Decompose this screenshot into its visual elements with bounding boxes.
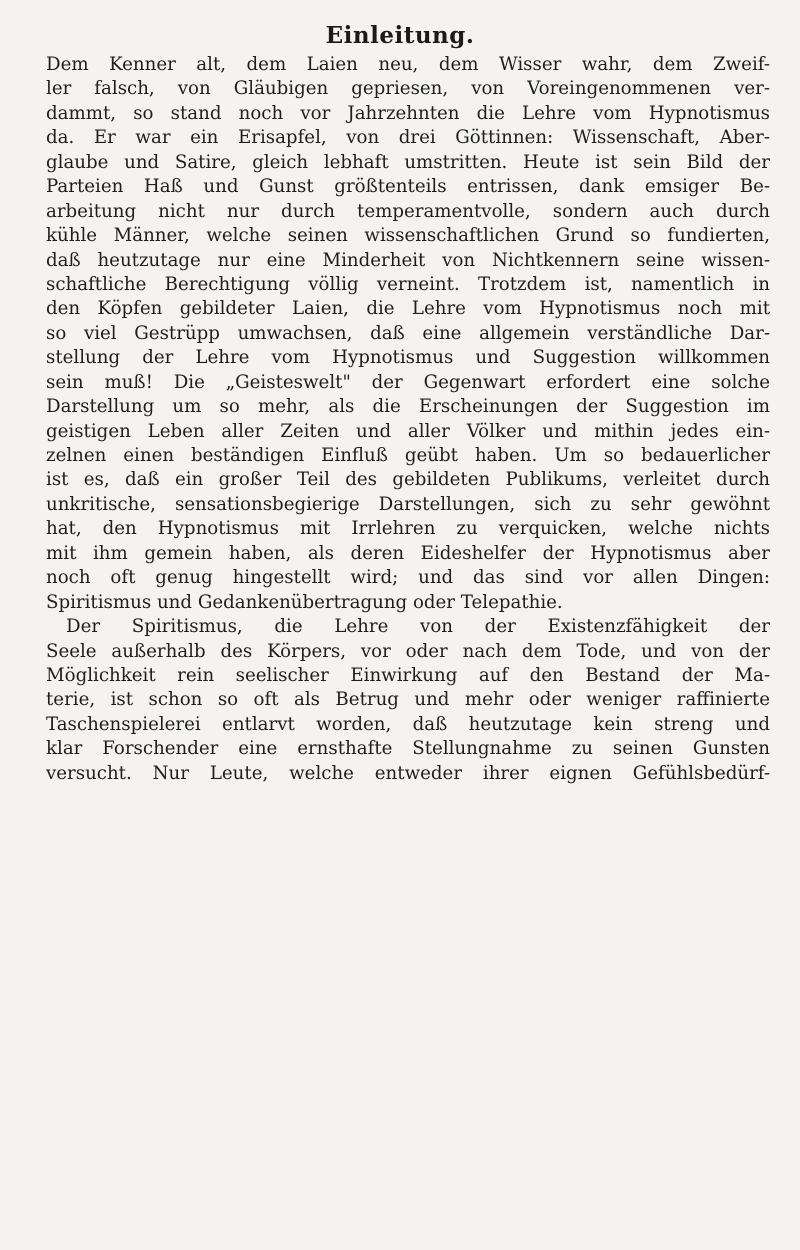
text-line: dammt, so stand noch vor Jahrzehnten die Lehre vom Hypnotismus [46, 102, 770, 124]
text-line: Darstellung um so mehr, als die Erscheinungen der Suggestion im [46, 396, 770, 418]
text-line: so viel Gestrüpp umwachsen, daß eine allgemein verständliche Dar- [46, 322, 770, 344]
body-text [46, 53, 770, 786]
text-line: ler falsch, von Gläubigen gepriesen, von Voreingenommenen ver- [46, 78, 770, 100]
text-line: kühle Männer, welche seinen wissenschaftlichen Grund so fundierten, [46, 225, 770, 247]
text-line: den Köpfen gebildeter Laien, die Lehre vom Hypnotismus noch mit [46, 298, 770, 320]
text-line: Seele außerhalb des Körpers, vor oder nach dem Tode, und von der [46, 640, 770, 662]
text-line: Der Spiritismus, die Lehre von der Existenzfähigkeit der [66, 616, 770, 638]
text-line: Spiritismus und Gedankenübertragung oder Telepathie. [46, 591, 563, 613]
text-line: Parteien Haß und Gunst größtenteils entrissen, dank emsiger Be- [46, 176, 770, 198]
text-line: arbeitung nicht nur durch temperamentvolle, sondern auch durch [46, 200, 770, 222]
text-line: ist es, daß ein großer Teil des gebildeten Publikums, verleitet durch [46, 469, 770, 491]
text-line: zelnen einen beständigen Einfluß geübt haben. Um so bedauerlicher [46, 445, 770, 466]
text-line: mit ihm gemein haben, als deren Eideshelfer der Hypnotismus aber [46, 542, 770, 564]
text-line: glaube und Satire, gleich lebhaft umstritten. Heute ist sein Bild der [46, 151, 770, 173]
text-line: Möglichkeit rein seelischer Einwirkung auf den Bestand der Ma- [46, 664, 770, 686]
text-line: da. Er war ein Erisapfel, von drei Göttinnen: Wissenschaft, Aber- [46, 127, 770, 149]
text-line: hat, den Hypnotismus mit Irrlehren zu verquicken, welche nichts [46, 518, 770, 540]
text-line: sein muß! Die „Geisteswelt" der Gegenwart erfordert eine solche [46, 371, 770, 393]
text-line: terie, ist schon so oft als Betrug und mehr oder weniger raffinierte [46, 689, 770, 711]
text-line: noch oft genug hingestellt wird; und das sind vor allen Dingen: [46, 567, 770, 589]
text-line: stellung der Lehre vom Hypnotismus und Suggestion willkommen [46, 347, 770, 369]
text-line: Dem Kenner alt, dem Laien neu, dem Wisser wahr, dem Zweif- [46, 54, 770, 75]
text-line: klar Forschender eine ernsthafte Stellungnahme zu seinen Gunsten [46, 738, 770, 760]
text-line: daß heutzutage nur eine Minderheit von Nichtkennern seine wissen- [46, 249, 770, 271]
text-line: versucht. Nur Leute, welche entweder ihrer eignen Gefühlsbedürf- [46, 762, 770, 784]
text-line: Taschenspielerei entlarvt worden, daß heutzutage kein streng und [46, 713, 770, 735]
chapter-heading: Einleitung. [325, 22, 475, 49]
text-line: unkritische, sensationsbegierige Darstellungen, sich zu sehr gewöhnt [46, 493, 770, 515]
text-line: geistigen Leben aller Zeiten und aller Völker und mithin jedes ein- [46, 420, 770, 442]
text-line: schaftliche Berechtigung völlig verneint. Trotzdem ist, namentlich in [46, 273, 770, 295]
